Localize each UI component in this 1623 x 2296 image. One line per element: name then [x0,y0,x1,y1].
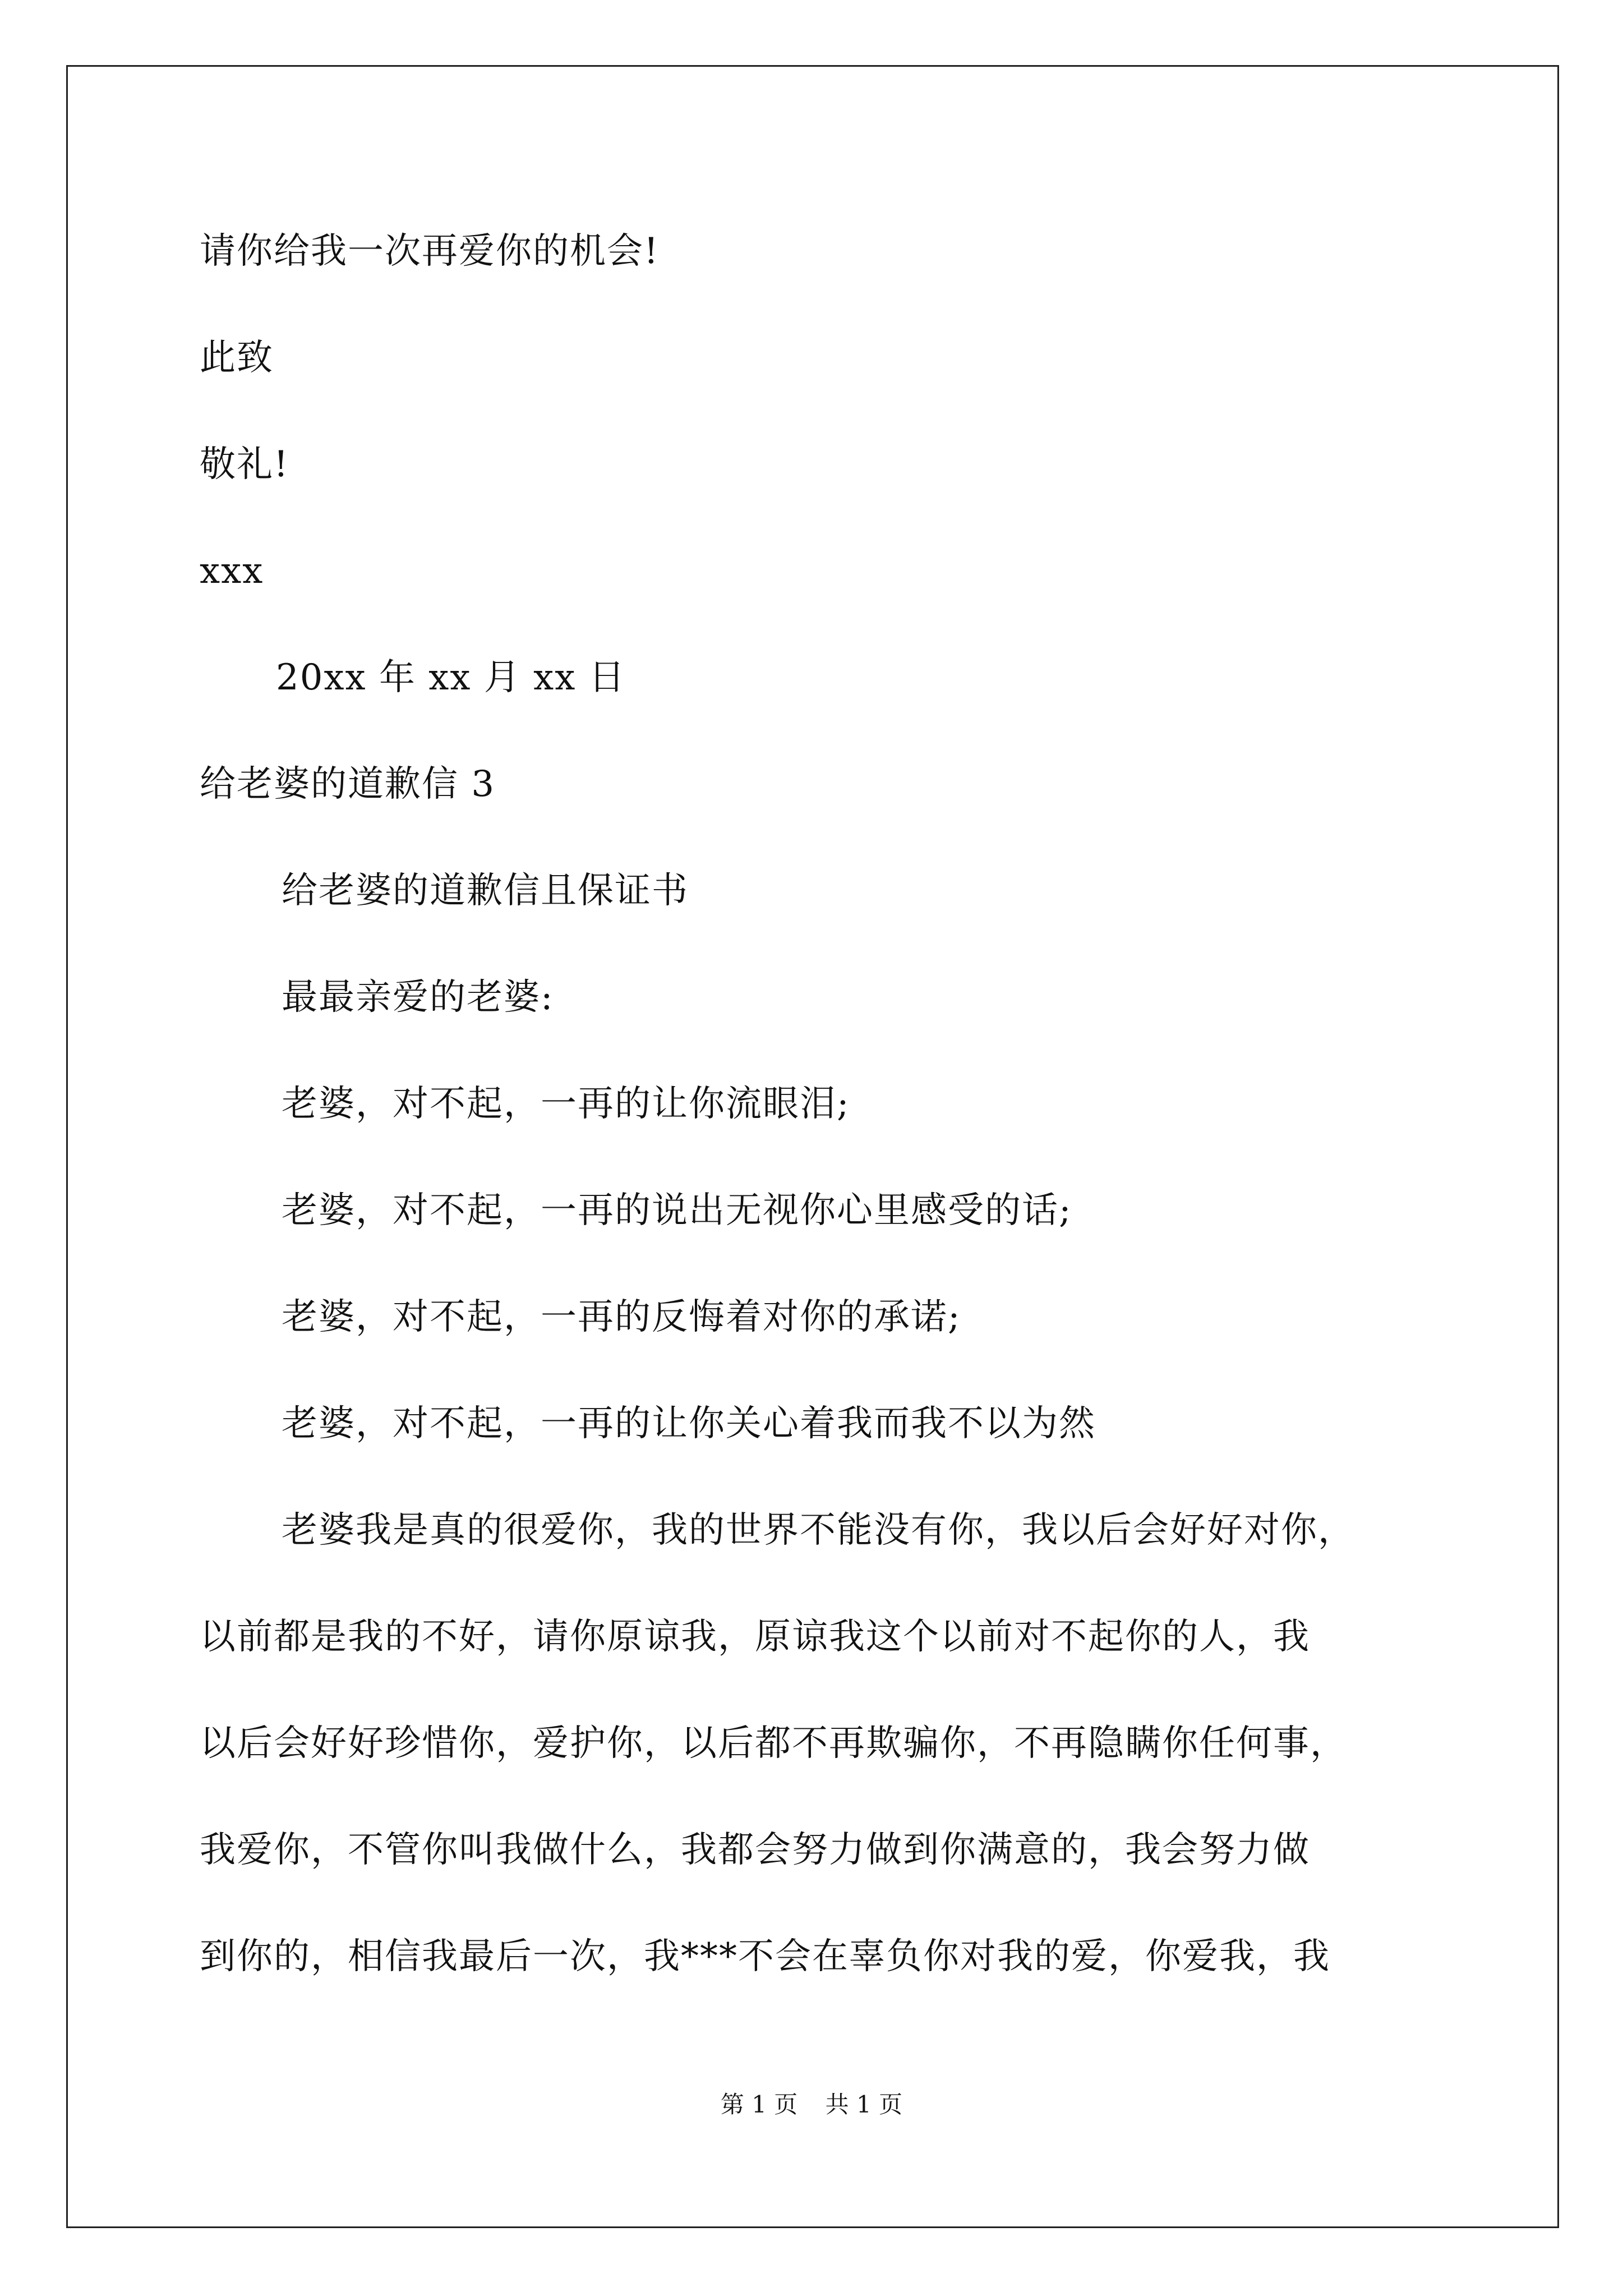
apology-line: 老婆，对不起，一再的让你流眼泪; [282,1083,850,1125]
paragraph-line: 以后会好好珍惜你，爱护你，以后都不再欺骗你，不再隐瞒你任何事， [200,1723,1347,1764]
page-border [66,65,1559,2228]
greeting: 最最亲爱的老婆: [282,977,554,1018]
salutation-zhici: 此致 [200,337,274,379]
closing-request: 请你给我一次再爱你的机会! [200,231,660,272]
letter-date: 20xx 年 xx 月 xx 日 [276,657,626,698]
page-footer [0,2089,1623,2120]
section-subtitle: 给老婆的道歉信且保证书 [282,870,689,912]
page-total: 共 1 页 [825,2091,903,2118]
signature: xxx [200,550,264,592]
paragraph-line: 我爱你，不管你叫我做什么，我都会努力做到你满意的，我会努力做 [200,1829,1310,1871]
apology-line: 老婆，对不起，一再的让你关心着我而我不以为然 [282,1403,1096,1444]
page-number: 第 1 页 [720,2091,798,2118]
paragraph-line: 以前都是我的不好，请你原谅我，原谅我这个以前对不起你的人，我 [200,1616,1310,1658]
apology-line: 老婆，对不起，一再的说出无视你心里感受的话; [282,1190,1072,1231]
paragraph-line: 老婆我是真的很爱你，我的世界不能没有你，我以后会好好对你， [282,1510,1355,1551]
section-heading: 给老婆的道歉信 3 [200,763,496,805]
apology-line: 老婆，对不起，一再的反悔着对你的承诺; [282,1296,961,1338]
salutation-jingli: 敬礼! [200,444,289,485]
paragraph-line: 到你的，相信我最后一次，我***不会在辜负你对我的爱，你爱我，我 [200,1936,1330,1977]
